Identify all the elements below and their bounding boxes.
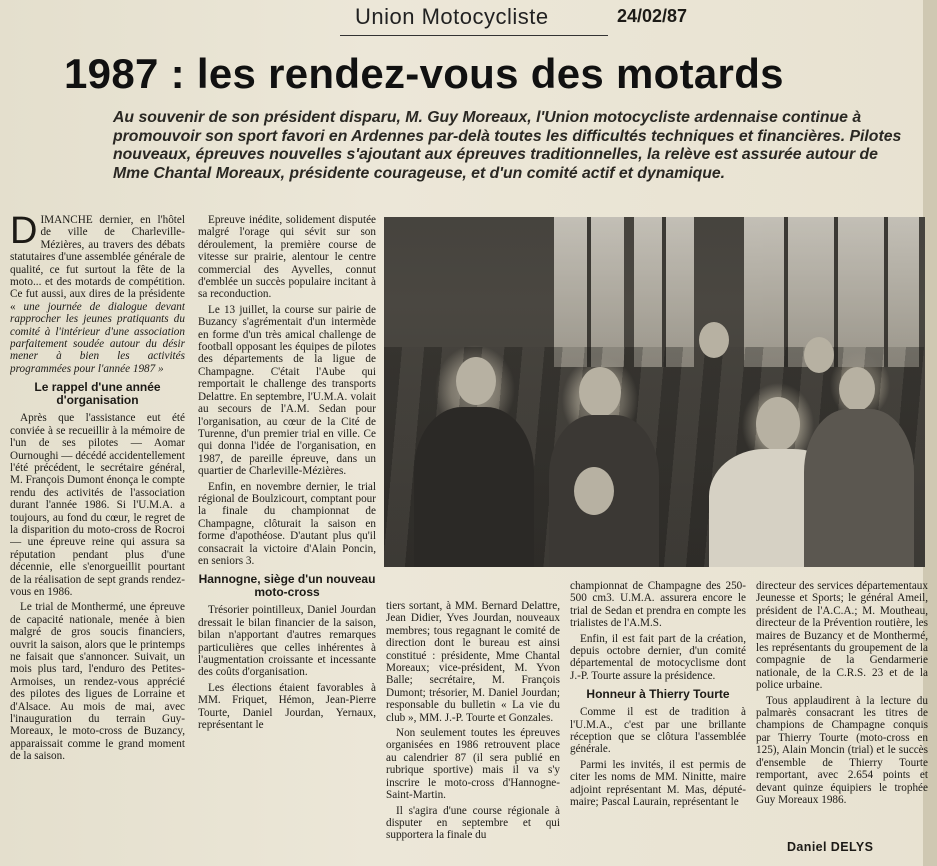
col4-paragraph-4: Parmi les invités, il est permis de citer les noms de MM. Ninitte, maire adjoint représentant M. Mas, député-maire; Pascal Laurain, représentant le [570,758,746,809]
section-rule [340,35,608,36]
photo-window [634,217,694,367]
publication-date: 24/02/87 [617,6,688,26]
person-body [414,407,534,567]
col1-p1-text: IMANCHE dernier, en l'hôtel de ville de Charleville-Mézières, au travers des débats statutaires d'une assemblée générale de qualité, ce fut surtout la fête de la moto... et des motards de compétition. Ce fut aussi, aux dires de la présidente « [10,214,185,313]
col2-paragraph-4: Trésorier pointilleux, Daniel Jourdan dressait le bilan financier de la saison, bilan n'apportant d'autres remarques particulières que celles inhérentes à l'augmentation croissante et incessante des coûts d'organisation. [198,604,376,679]
column-2 [198,214,376,859]
col3-paragraph-1: tiers sortant, à MM. Bernard Delattre, Jean Didier, Yves Jourdan, nouveaux membres; tous regagnant le comité de direction dont le bureau est ainsi constitué : présidente, Mme Chantal Moreaux; vice-président, M. Yvon Balle; secrétaire, M. François Dumont; trésorier, M. Daniel Jourdan; responsable du bulletin « La vie du club », MM. J.-P. Tourte et Gonzales. [386,600,560,724]
headline: 1987 : les rendez-vous des motards [64,50,784,97]
person-head [579,367,621,417]
col4-paragraph-1: championnat de Champagne des 250-500 cm3. U.M.A. assurera encore le trial de Sedan et prendra en compte les trialistes de l'A.M.S. [570,580,746,630]
person-head [804,337,834,373]
col1-paragraph-2: Après que l'assistance eut été conviée à se recueillir à la mémoire de l'un de ses pilotes — Aomar Ournoughi — décédé accidentellement l'été précédent, le secrétaire général, M. François Dumont énonça le compte rendu des activités de l'association durant l'année 1986. Si l'U.M.A. a toujours, au fond du cœur, le regret de la disparition du moto-cross de Rocroi — une épreuve reine qui assura sa réputation pendant plus d'une décennie, elle s'enorgueillit pourtant de la réalisation de sept grands rendez-vous en 1986. [10,412,185,598]
col1-paragraph-1 [10,214,185,375]
person-head [456,357,496,405]
col2-paragraph-2: Le 13 juillet, la course sur pairie de Buzancy s'agrémentait d'un intermède en forme d'un très amical challenge de football opposant les équipes de pilotes des départements de la ligue de Champagne. C'était l'Aube qui remportait le challenge des transports Delattre. En septembre, l'U.M.A. volait au secours de l'A.M. Sedan pour l'organisation, au cœur de la Cité de Turenne, d'un premier trial en ville. Ce qui donna l'idée de l'organisation, en 1987, de pareille épreuve, dans un quartier de Charleville-Mézières. [198,303,376,478]
byline: Daniel DELYS [787,840,874,854]
person-head [756,397,800,451]
subhead-hannogne: Hannogne, siège d'un nouveau moto-cross [198,572,376,600]
photo-window [554,217,624,367]
section-title: Union Motocycliste [355,4,549,29]
person-head [699,322,729,358]
col4-paragraph-2: Enfin, il est fait part de la création, depuis octobre dernier, d'un comité départemental de motocyclisme dont J.-P. Tourte assure la présidence. [570,632,746,682]
col5-paragraph-2: Tous applaudirent à la lecture du palmarès consacrant les titres de champions de Champagne conquis par Thierry Tourte (moto-cross en 125), Alain Moncin (trial) et le succès d'ensemble de Thierry Tourte remportant, avec 2.654 points et devant quinze équipiers le trophée Guy Moreaux 1986. [756,694,928,806]
col3-paragraph-3: Il s'agira d'une course régionale à disputer en septembre et qui supportera la finale du [386,804,560,842]
person-head [574,467,614,515]
column-5 [756,580,928,842]
col2-paragraph-1: Epreuve inédite, solidement disputée malgré l'orage qui sévit sur son déroulement, la première course de vitesse sur prairie, alentour le centre commercial des Ayvelles, connut d'emblée un succès populaire incitant à sa reconduction. [198,214,376,301]
person-head [839,367,875,411]
col1-paragraph-3: Le trial de Monthermé, une épreuve de capacité nationale, menée à bien malgré de gros soucis financiers, ouvrit la saison, alors que le printemps ne faisait que s'annoncer. Suivait, un mois plus tard, l'enduro des Petites-Armoises, un rendez-vous apprécié des pilotes des ligues de Lorraine et d'Alsace. Au mois de mai, avec l'inauguration du terrain Guy-Moreaux, le moto-cross de Buzancy, apparaissait comme le grand moment de la saison. [10,601,185,763]
lede-text: Au souvenir de son président disparu, M. Guy Moreaux, l'Union motocycliste ardennaise continue à promouvoir son sport favori en Ardennes par-delà toutes les difficultés techniques et financières. Pilotes nouveaux, épreuves nouvelles s'ajoutant aux épreuves traditionnelles, la relève est assurée autour de Mme Chantal Moreaux, présidente courageuse, et d'un comité actif et dynamique. [113,109,902,182]
col5-paragraph-1: directeur des services départementaux Jeunesse et Sports; le général Ameil, président de l'A.C.A.; M. Moutheau, directeur de la Prévention routière, les maires de Buzancy et de Monthermé, les représentants du groupement de la compagnie de la Gendarmerie nationale, de la C.R.S. 23 et de la police urbaine. [756,580,928,692]
col1-quote: une journée de dialogue devant rapprocher les jeunes pratiquants du comité à l'intérieur d'une association parfaitement soudée autour du désir mener à bien les activités programmées pour l'année 1987 » [10,300,185,375]
col2-paragraph-3: Enfin, en novembre dernier, le trial régional de Boulzicourt, comptant pour la finale du championnat de Champagne, clôturait la saison en forme d'apothéose. D'autant plus qu'il consacrait la victoire d'Alain Poncin, en seniors 3. [198,480,376,567]
subhead-rappel: Le rappel d'une année d'organisation [34,380,161,408]
person-body [804,409,914,567]
col2-paragraph-5: Les élections étaient favorables à MM. Friquet, Hémon, Jean-Pierre Tourte, Daniel Jourdan, Yernaux, représentant le [198,681,376,732]
subhead-honneur: Honneur à Thierry Tourte [586,687,730,702]
column-4 [570,580,746,860]
drop-cap: D [10,214,38,252]
column-3 [386,600,560,860]
lede [113,109,913,183]
col4-paragraph-3: Comme il est de tradition à l'U.M.A., c'est par une brillante réception que se clôtura l'assemblée générale. [570,706,746,756]
col3-paragraph-2: Non seulement toutes les épreuves organisées en 1986 retrouvent place au calendrier 87 (il sera publié en rubrique sportive) mais il va s'y inscrire le moto-cross d'Hannogne-Saint-Martin. [386,727,560,802]
column-1 [10,214,185,859]
assembly-photo [384,217,925,567]
